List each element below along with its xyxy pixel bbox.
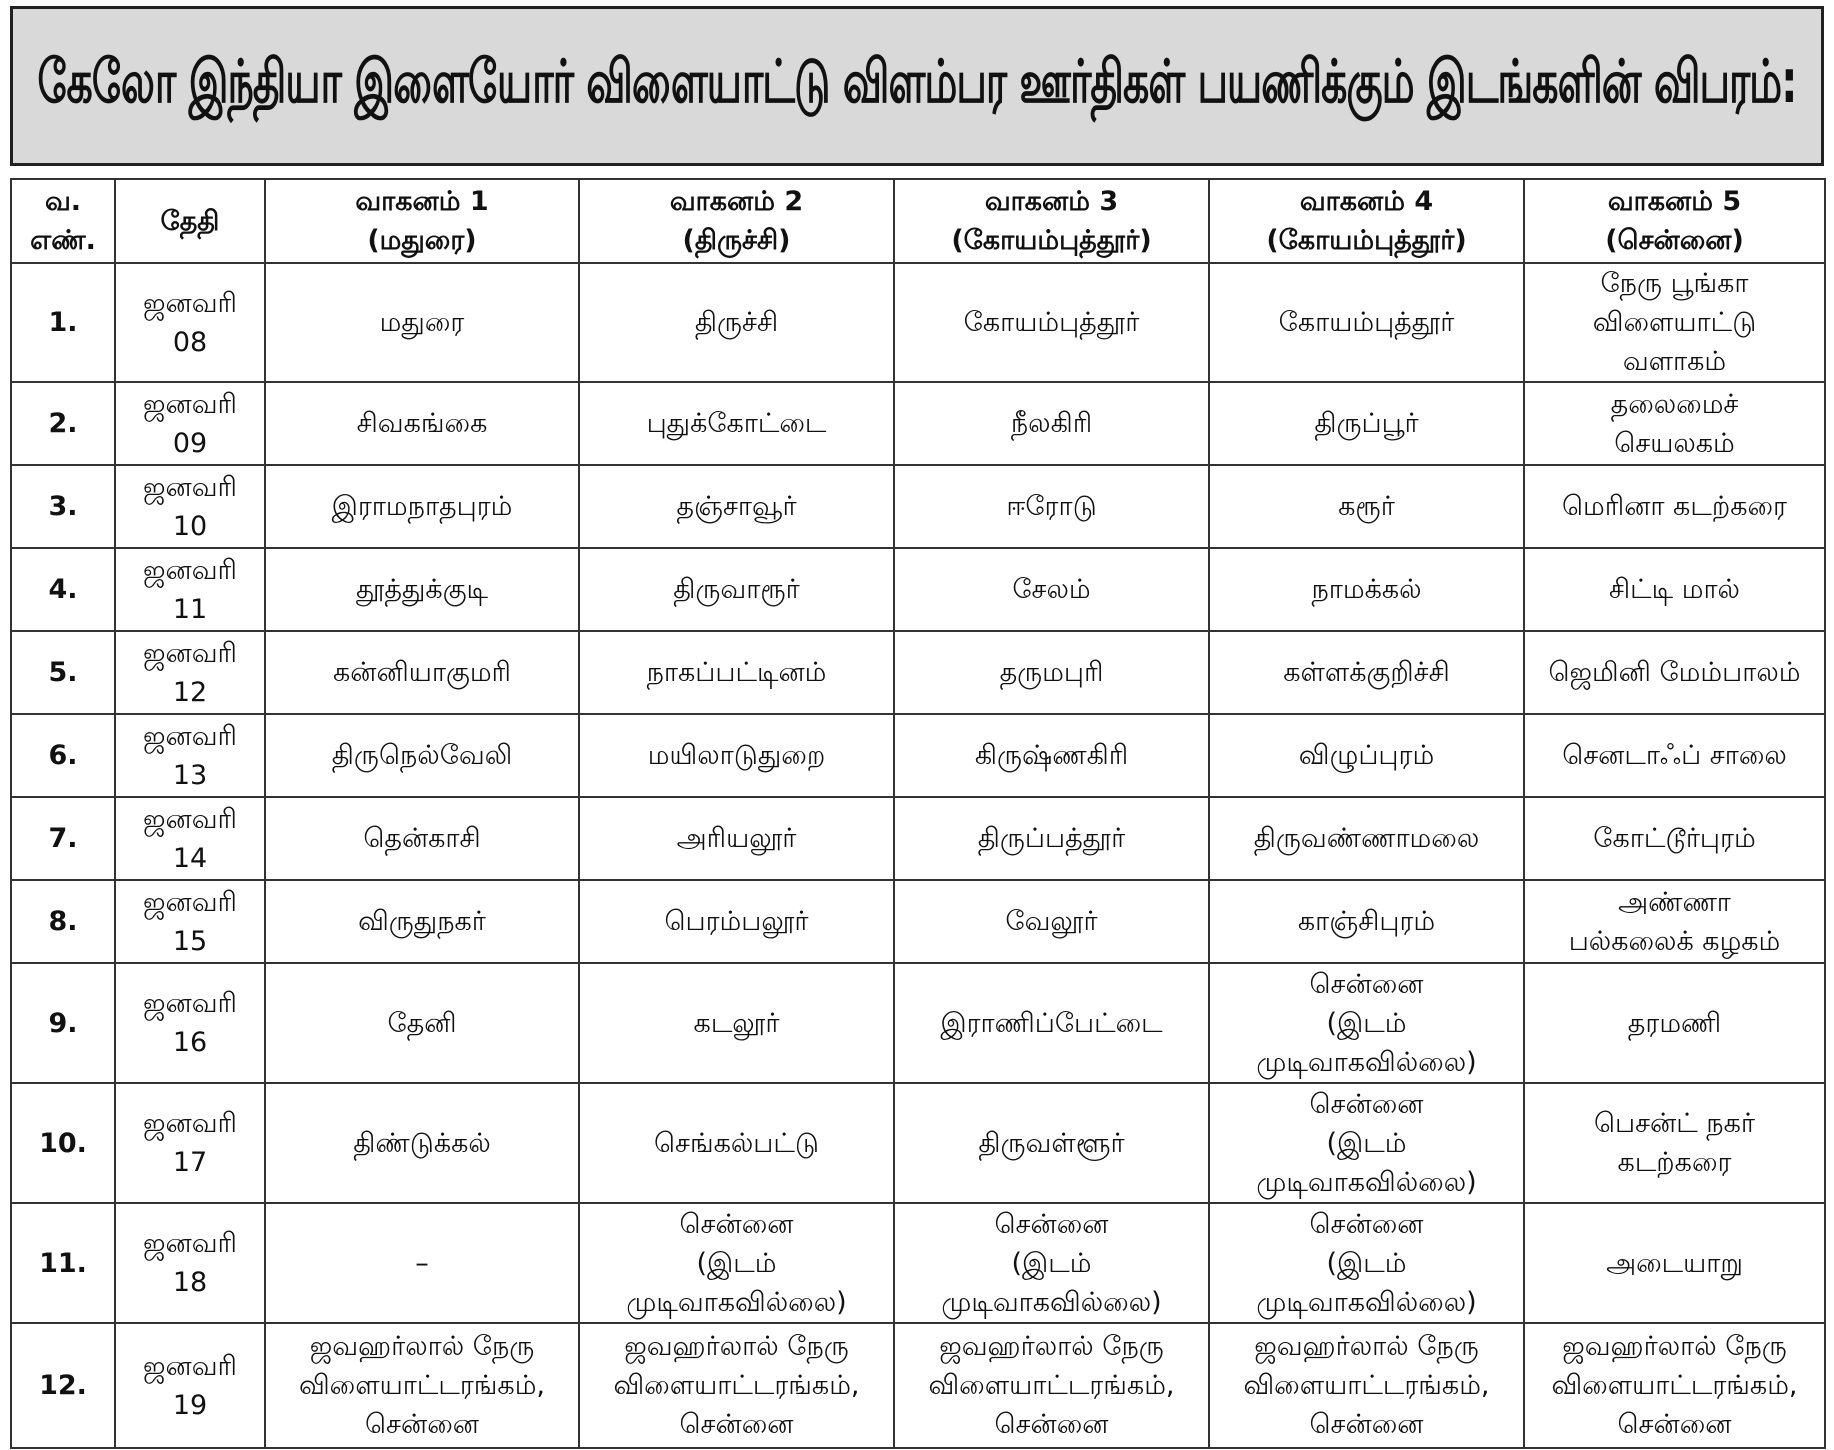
date-day: 08 xyxy=(172,326,208,358)
date-day: 14 xyxy=(172,842,208,874)
location-text: திருவண்ணாமலை xyxy=(1253,823,1480,854)
vehicle-3-location-cell xyxy=(894,797,1209,880)
location-text: சென்னை xyxy=(1309,1409,1424,1440)
header-vehicle-label: வாகனம் 3 xyxy=(984,186,1119,217)
date-cell xyxy=(115,1323,265,1448)
header-vehicle-label: வாகனம் 4 xyxy=(1299,186,1434,217)
location-text: ஈரோடு xyxy=(1006,491,1097,522)
serial-number-cell: 5. xyxy=(11,631,115,714)
vehicle-2-location-cell xyxy=(579,631,894,714)
vehicle-3-location-cell xyxy=(894,963,1209,1083)
document-page xyxy=(10,6,1824,1449)
vehicle-5-location-cell xyxy=(1524,465,1825,548)
location-text: (இடம் xyxy=(1326,1007,1407,1039)
date-cell xyxy=(115,465,265,548)
location-text: கன்னியாகுமரி xyxy=(332,657,511,688)
location-text: அரியலூர் xyxy=(676,823,797,854)
serial-number-cell: 9. xyxy=(11,963,115,1083)
location-text: கிருஷ்ணகிரி xyxy=(974,740,1129,771)
vehicle-2-location-cell xyxy=(579,797,894,880)
location-text: சிவகங்கை xyxy=(356,408,488,439)
location-text: திருப்பூர் xyxy=(1314,408,1419,439)
header-serial-line-1: வ. xyxy=(44,186,82,217)
vehicle-4-location-cell xyxy=(1209,382,1524,465)
location-text: நாமக்கல் xyxy=(1311,574,1422,605)
date-cell xyxy=(115,263,265,382)
location-text: முடிவாகவில்லை) xyxy=(626,1286,847,1318)
location-text: சென்னை xyxy=(1309,1208,1424,1240)
date-cell xyxy=(115,382,265,465)
vehicle-2-location-cell xyxy=(579,548,894,631)
vehicle-1-location-cell xyxy=(265,1083,579,1203)
date-cell xyxy=(115,963,265,1083)
date-day: 10 xyxy=(172,510,208,542)
location-text: நீலகிரி xyxy=(1010,408,1093,439)
header-serial-line-2: எண். xyxy=(30,225,96,256)
vehicle-4-location-cell xyxy=(1209,963,1524,1083)
vehicle-3-location-cell xyxy=(894,465,1209,548)
serial-number-cell: 4. xyxy=(11,548,115,631)
date-day: 12 xyxy=(172,676,208,708)
serial-number-cell: 2. xyxy=(11,382,115,465)
vehicle-1-location-cell xyxy=(265,631,579,714)
date-cell xyxy=(115,880,265,963)
vehicle-3-location-cell xyxy=(894,880,1209,963)
location-text: மயிலாடுதுறை xyxy=(647,740,826,771)
location-text: நாகப்பட்டினம் xyxy=(646,657,827,688)
vehicle-3-location-cell xyxy=(894,631,1209,714)
schedule-table xyxy=(10,178,1826,1449)
location-text: காஞ்சிபுரம் xyxy=(1297,906,1436,937)
serial-number-cell: 3. xyxy=(11,465,115,548)
date-cell xyxy=(115,1203,265,1323)
location-text: சென்னை xyxy=(679,1208,794,1240)
date-month: ஜனவரி xyxy=(143,388,237,420)
date-day: 15 xyxy=(172,925,208,957)
location-text: – xyxy=(415,1247,429,1279)
header-vehicle-3 xyxy=(894,179,1209,263)
serial-number-cell: 10. xyxy=(11,1083,115,1203)
location-text: திண்டுக்கல் xyxy=(353,1127,491,1159)
vehicle-5-location-cell xyxy=(1524,963,1825,1083)
date-month: ஜனவரி xyxy=(143,886,237,918)
serial-number-cell: 8. xyxy=(11,880,115,963)
header-vehicle-origin: (திருச்சி) xyxy=(682,225,791,256)
serial-number-cell: 7. xyxy=(11,797,115,880)
vehicle-4-location-cell xyxy=(1209,1323,1524,1448)
location-text: தரமணி xyxy=(1627,1007,1722,1039)
location-text: சேலம் xyxy=(1012,574,1091,605)
vehicle-5-location-cell xyxy=(1524,714,1825,797)
date-month: ஜனவரி xyxy=(143,471,237,503)
location-text: நேரு பூங்கா xyxy=(1600,268,1749,299)
vehicle-4-location-cell xyxy=(1209,1083,1524,1203)
location-text: தலைமைச் xyxy=(1610,388,1739,420)
vehicle-1-location-cell xyxy=(265,880,579,963)
date-month: ஜனவரி xyxy=(143,287,237,319)
header-serial-number xyxy=(11,179,115,263)
location-text: விளையாட்டரங்கம், xyxy=(1243,1370,1490,1401)
date-day: 19 xyxy=(172,1389,208,1421)
date-day: 18 xyxy=(172,1267,208,1298)
vehicle-5-location-cell xyxy=(1524,548,1825,631)
header-vehicle-origin: (மதுரை) xyxy=(367,225,477,256)
location-text: விழுப்புரம் xyxy=(1298,740,1435,771)
location-text: தருமபுரி xyxy=(999,657,1104,688)
location-text: திருப்பத்தூர் xyxy=(977,823,1126,854)
date-cell xyxy=(115,797,265,880)
header-date: தேதி xyxy=(115,179,265,263)
date-day: 17 xyxy=(172,1147,208,1178)
table-row xyxy=(11,797,1825,880)
location-text: கள்ளக்குறிச்சி xyxy=(1283,657,1450,688)
vehicle-2-location-cell xyxy=(579,880,894,963)
location-text: விளையாட்டரங்கம், xyxy=(298,1370,546,1401)
vehicle-2-location-cell xyxy=(579,714,894,797)
location-text: இராமநாதபுரம் xyxy=(331,491,513,522)
header-vehicle-origin: (கோயம்புத்தூர்) xyxy=(951,225,1152,256)
vehicle-2-location-cell xyxy=(579,382,894,465)
location-text: அண்ணா xyxy=(1618,886,1731,918)
location-text: கோயம்புத்தூர் xyxy=(1278,307,1455,338)
vehicle-2-location-cell xyxy=(579,1203,894,1323)
vehicle-4-location-cell xyxy=(1209,548,1524,631)
serial-number-cell: 12. xyxy=(11,1323,115,1448)
date-day: 09 xyxy=(172,427,208,459)
location-text: கோட்டூர்புரம் xyxy=(1593,823,1756,854)
location-text: திருவாரூர் xyxy=(673,574,800,605)
location-text: சென்னை xyxy=(1309,1088,1424,1120)
date-month: ஜனவரி xyxy=(143,803,237,835)
table-row xyxy=(11,1083,1825,1203)
location-text: ஜெமினி மேம்பாலம் xyxy=(1548,657,1801,688)
vehicle-1-location-cell xyxy=(265,963,579,1083)
location-text: முடிவாகவில்லை) xyxy=(941,1286,1162,1318)
vehicle-1-location-cell xyxy=(265,465,579,548)
location-text: ஜவஹர்லால் நேரு xyxy=(624,1331,849,1362)
date-month: ஜனவரி xyxy=(143,1108,237,1139)
date-month: ஜனவரி xyxy=(143,637,237,669)
location-text: பெசன்ட் நகர் xyxy=(1593,1108,1755,1139)
table-row xyxy=(11,714,1825,797)
location-text: கடலூர் xyxy=(693,1007,780,1039)
table-row xyxy=(11,1203,1825,1323)
location-text: திருவள்ளூர் xyxy=(978,1127,1125,1159)
vehicle-1-location-cell xyxy=(265,1323,579,1448)
vehicle-4-location-cell xyxy=(1209,797,1524,880)
vehicle-5-location-cell xyxy=(1524,263,1825,382)
date-month: ஜனவரி xyxy=(143,1228,237,1259)
date-month: ஜனவரி xyxy=(143,720,237,752)
table-row xyxy=(11,880,1825,963)
header-vehicle-origin: (சென்னை) xyxy=(1605,225,1744,256)
date-month: ஜனவரி xyxy=(143,988,237,1019)
vehicle-4-location-cell xyxy=(1209,880,1524,963)
location-text: (இடம் xyxy=(1011,1247,1092,1279)
location-text: வேலூர் xyxy=(1005,906,1098,937)
vehicle-5-location-cell xyxy=(1524,880,1825,963)
header-row xyxy=(11,179,1825,263)
location-text: சென்னை xyxy=(365,1409,479,1440)
location-text: முடிவாகவில்லை) xyxy=(1256,1046,1477,1078)
header-vehicle-1 xyxy=(265,179,579,263)
vehicle-5-location-cell xyxy=(1524,1083,1825,1203)
location-text: (இடம் xyxy=(1326,1127,1407,1159)
vehicle-4-location-cell xyxy=(1209,714,1524,797)
location-text: கரூர் xyxy=(1338,491,1395,522)
table-row xyxy=(11,465,1825,548)
vehicle-3-location-cell xyxy=(894,714,1209,797)
location-text: விளையாட்டரங்கம், xyxy=(928,1370,1175,1401)
table-row xyxy=(11,263,1825,382)
location-text: திருச்சி xyxy=(694,307,779,338)
vehicle-4-location-cell xyxy=(1209,631,1524,714)
table-row xyxy=(11,631,1825,714)
vehicle-4-location-cell xyxy=(1209,263,1524,382)
table-row xyxy=(11,1323,1825,1448)
location-text: (இடம் xyxy=(696,1247,777,1279)
location-text: சென்னை xyxy=(994,1208,1109,1240)
header-vehicle-4 xyxy=(1209,179,1524,263)
vehicle-1-location-cell xyxy=(265,382,579,465)
date-month: ஜனவரி xyxy=(143,1350,237,1382)
location-text: ஜவஹர்லால் நேரு xyxy=(1562,1331,1787,1362)
vehicle-2-location-cell xyxy=(579,263,894,382)
location-text: அடையாறு xyxy=(1606,1247,1743,1279)
location-text: மதுரை xyxy=(379,307,465,338)
table-row xyxy=(11,548,1825,631)
vehicle-4-location-cell xyxy=(1209,465,1524,548)
date-cell xyxy=(115,548,265,631)
header-vehicle-5 xyxy=(1524,179,1825,263)
vehicle-5-location-cell xyxy=(1524,797,1825,880)
location-text: வளாகம் xyxy=(1622,346,1727,377)
location-text: கடற்கரை xyxy=(1617,1147,1732,1178)
date-day: 16 xyxy=(172,1027,208,1058)
location-text: விளையாட்டு xyxy=(1592,307,1757,338)
vehicle-2-location-cell xyxy=(579,1083,894,1203)
page-title: கேலோ இந்தியா இளையோர் விளையாட்டு விளம்பர ஊர்திகள் பயணிக்கும் இடங்களின் விபரம்: xyxy=(37,46,1797,117)
vehicle-2-location-cell xyxy=(579,963,894,1083)
location-text: கோயம்புத்தூர் xyxy=(963,307,1140,338)
header-vehicle-2 xyxy=(579,179,894,263)
serial-number-cell: 6. xyxy=(11,714,115,797)
location-text: பல்கலைக் கழகம் xyxy=(1568,925,1781,957)
table-body xyxy=(11,263,1825,1448)
location-text: புதுக்கோட்டை xyxy=(646,408,827,439)
serial-number-cell: 11. xyxy=(11,1203,115,1323)
vehicle-3-location-cell xyxy=(894,263,1209,382)
vehicle-1-location-cell xyxy=(265,714,579,797)
vehicle-3-location-cell xyxy=(894,548,1209,631)
vehicle-1-location-cell xyxy=(265,263,579,382)
title-banner xyxy=(10,6,1824,166)
location-text: பெரம்பலூர் xyxy=(664,906,809,937)
location-text: ஜவஹர்லால் நேரு xyxy=(939,1331,1164,1362)
location-text: சென்னை xyxy=(994,1409,1109,1440)
location-text: தஞ்சாவூர் xyxy=(676,491,797,522)
serial-number-cell: 1. xyxy=(11,263,115,382)
location-text: சென்னை xyxy=(679,1409,794,1440)
vehicle-5-location-cell xyxy=(1524,631,1825,714)
location-text: விளையாட்டரங்கம், xyxy=(613,1370,860,1401)
location-text: ஜவஹர்லால் நேரு xyxy=(309,1331,535,1362)
location-text: முடிவாகவில்லை) xyxy=(1256,1286,1477,1318)
table-header xyxy=(11,179,1825,263)
header-vehicle-origin: (கோயம்புத்தூர்) xyxy=(1266,225,1467,256)
vehicle-3-location-cell xyxy=(894,382,1209,465)
vehicle-3-location-cell xyxy=(894,1203,1209,1323)
header-vehicle-label: வாகனம் 2 xyxy=(669,186,804,217)
vehicle-5-location-cell xyxy=(1524,382,1825,465)
vehicle-4-location-cell xyxy=(1209,1203,1524,1323)
vehicle-1-location-cell xyxy=(265,548,579,631)
location-text: சிட்டி மால் xyxy=(1609,574,1740,605)
location-text: செங்கல்பட்டு xyxy=(654,1127,819,1159)
table-row xyxy=(11,382,1825,465)
vehicle-5-location-cell xyxy=(1524,1203,1825,1323)
vehicle-3-location-cell xyxy=(894,1323,1209,1448)
date-cell xyxy=(115,631,265,714)
header-vehicle-label: வாகனம் 5 xyxy=(1607,186,1742,217)
date-month: ஜனவரி xyxy=(143,554,237,586)
location-text: முடிவாகவில்லை) xyxy=(1256,1166,1477,1198)
vehicle-3-location-cell xyxy=(894,1083,1209,1203)
date-cell xyxy=(115,714,265,797)
vehicle-1-location-cell xyxy=(265,797,579,880)
vehicle-2-location-cell xyxy=(579,465,894,548)
location-text: தென்காசி xyxy=(363,823,481,854)
date-day: 13 xyxy=(172,759,208,791)
location-text: தூத்துக்குடி xyxy=(355,574,489,605)
location-text: விளையாட்டரங்கம், xyxy=(1551,1370,1798,1401)
location-text: விருதுநகர் xyxy=(358,906,486,937)
location-text: திருநெல்வேலி xyxy=(331,740,513,771)
date-cell xyxy=(115,1083,265,1203)
location-text: செனடாஃப் சாலை xyxy=(1562,740,1787,771)
vehicle-1-location-cell xyxy=(265,1203,579,1323)
location-text: (இடம் xyxy=(1326,1247,1407,1279)
location-text: சென்னை xyxy=(1617,1409,1732,1440)
table-row xyxy=(11,963,1825,1083)
vehicle-5-location-cell xyxy=(1524,1323,1825,1448)
location-text: செயலகம் xyxy=(1614,427,1735,459)
location-text: சென்னை xyxy=(1309,968,1424,1000)
location-text: ஜவஹர்லால் நேரு xyxy=(1254,1331,1479,1362)
header-vehicle-label: வாகனம் 1 xyxy=(355,186,489,217)
date-day: 11 xyxy=(172,593,208,625)
location-text: இராணிப்பேட்டை xyxy=(940,1007,1163,1039)
vehicle-2-location-cell xyxy=(579,1323,894,1448)
location-text: தேனி xyxy=(387,1007,457,1039)
location-text: மெரினா கடற்கரை xyxy=(1562,491,1787,522)
